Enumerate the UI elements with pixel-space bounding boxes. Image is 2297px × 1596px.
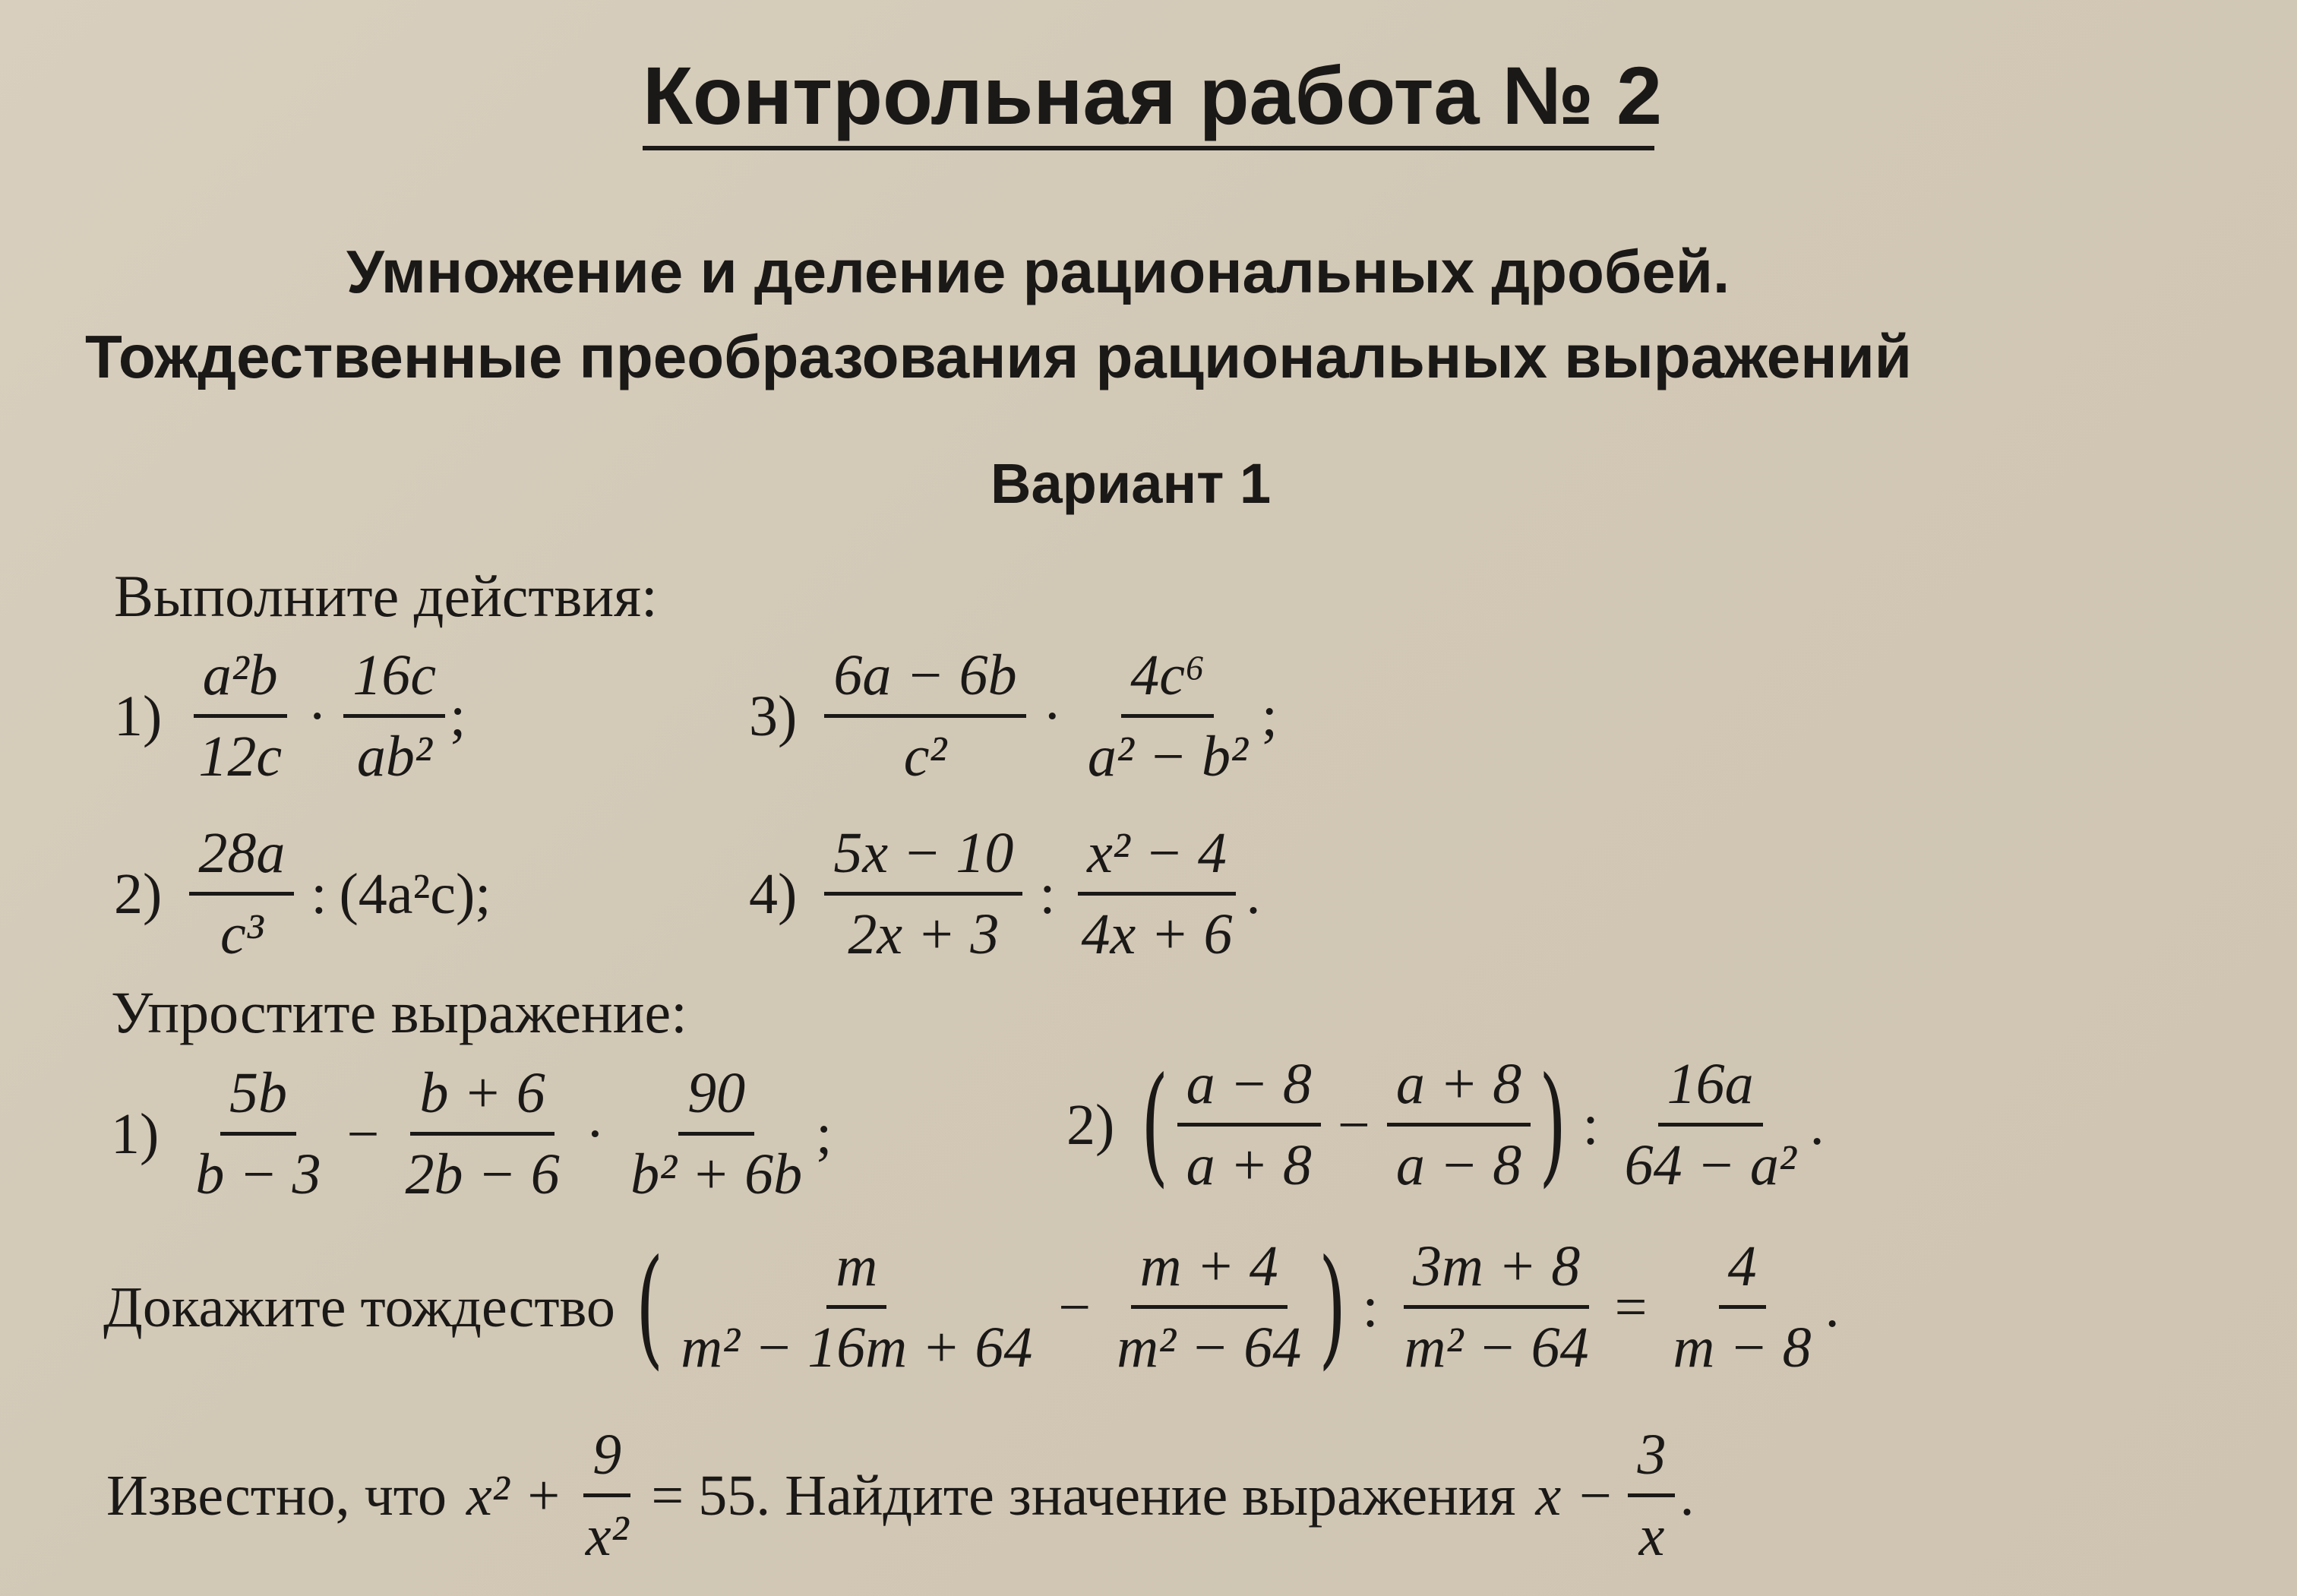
fraction	[577, 1425, 638, 1567]
task4-lead-text: Известно, что	[106, 1464, 447, 1528]
fraction	[189, 643, 291, 789]
denominator: m² − 64	[1117, 1315, 1302, 1380]
operator: −	[1058, 1275, 1092, 1340]
fraction	[1107, 1234, 1310, 1380]
punctuation: ;	[450, 684, 466, 749]
task2-item-2	[1066, 1050, 1825, 1201]
punctuation: .	[1246, 862, 1261, 927]
task1-item-2	[114, 823, 491, 966]
fraction	[343, 643, 445, 789]
fraction	[671, 1234, 1041, 1380]
numerator: 5b	[220, 1063, 296, 1136]
variant-label: Вариант 1	[991, 452, 1272, 515]
numerator: 3m + 8	[1404, 1237, 1589, 1309]
operator: −	[1337, 1093, 1370, 1158]
denominator: m − 8	[1673, 1315, 1812, 1380]
operator: −	[346, 1102, 380, 1167]
operator: :	[1362, 1275, 1379, 1340]
fraction	[1177, 1054, 1321, 1196]
denominator: b − 3	[195, 1142, 321, 1206]
task1-item-4	[749, 823, 1261, 966]
numerator: 16c	[343, 646, 445, 718]
denominator: c²	[903, 724, 947, 789]
denominator: x²	[585, 1503, 629, 1568]
subtitle-line-1: Умножение и деление рациональных дробей.	[346, 238, 1730, 305]
expression-tail: (4a²c);	[339, 862, 491, 927]
numerator: 90	[678, 1063, 754, 1136]
right-parenthesis: )	[1539, 1050, 1567, 1201]
numerator: a + 8	[1387, 1054, 1531, 1127]
numerator: m + 4	[1131, 1237, 1288, 1309]
denominator: ab²	[356, 724, 432, 789]
denominator: a + 8	[1186, 1133, 1312, 1197]
punctuation: .	[1825, 1275, 1840, 1340]
punctuation: ;	[816, 1102, 833, 1167]
fraction	[189, 823, 294, 966]
denominator: c³	[220, 902, 264, 966]
left-parenthesis: (	[1141, 1050, 1169, 1201]
denominator: b² + 6b	[630, 1142, 803, 1206]
numerator: a²b	[194, 646, 287, 718]
task4-problem	[106, 1425, 1694, 1567]
title-underline	[643, 146, 1654, 150]
fraction	[1079, 643, 1257, 789]
fraction	[824, 643, 1025, 789]
right-parenthesis: )	[1319, 1232, 1347, 1383]
task1-item-3	[749, 643, 1278, 789]
item-number: 2)	[1066, 1093, 1115, 1158]
fraction	[621, 1063, 811, 1206]
operator: ·	[308, 684, 327, 749]
numerator: 6a − 6b	[824, 646, 1025, 718]
denominator: 2x + 3	[848, 902, 1000, 966]
punctuation: .	[1679, 1464, 1695, 1528]
expression-part: x² +	[466, 1464, 563, 1528]
fraction	[396, 1063, 568, 1206]
numerator: x² − 4	[1078, 823, 1236, 896]
task2-item-1	[111, 1063, 832, 1206]
denominator: m² − 64	[1404, 1315, 1589, 1380]
numerator: b + 6	[410, 1063, 554, 1136]
task3-identity	[103, 1232, 1840, 1383]
task3-lead-text: Докажите тождество	[103, 1275, 615, 1340]
numerator: 4c⁶	[1121, 646, 1214, 718]
fraction	[1628, 1425, 1675, 1567]
numerator: 9	[583, 1425, 630, 1497]
operator: ·	[1042, 684, 1062, 749]
operator: ·	[585, 1102, 605, 1167]
numerator: 16a	[1658, 1054, 1763, 1127]
expression-part: x −	[1535, 1464, 1615, 1528]
equals-sign: =	[1614, 1275, 1648, 1340]
item-number: 2)	[114, 862, 163, 927]
task4-middle-text: = 55. Найдите значение выражения	[651, 1464, 1516, 1528]
item-number: 3)	[749, 684, 798, 749]
subtitle-line-2: Тождественные преобразования рациональных выражений	[85, 323, 1912, 390]
denominator: a² − b²	[1087, 724, 1248, 789]
fraction	[1616, 1054, 1806, 1196]
numerator: 4	[1719, 1237, 1766, 1309]
fraction	[1387, 1054, 1531, 1196]
fraction	[1395, 1234, 1598, 1380]
fraction	[186, 1063, 330, 1206]
operator: :	[1039, 862, 1056, 927]
denominator: x	[1638, 1503, 1665, 1568]
denominator: 64 − a²	[1624, 1133, 1796, 1197]
numerator: a − 8	[1177, 1054, 1321, 1127]
punctuation: ;	[1261, 684, 1278, 749]
fraction	[1664, 1234, 1821, 1380]
task2-heading: Упростите выражение:	[111, 979, 687, 1045]
denominator: 4x + 6	[1081, 902, 1233, 966]
numerator: 3	[1628, 1425, 1675, 1497]
denominator: 2b − 6	[405, 1142, 560, 1206]
task1-item-1	[114, 643, 466, 789]
fraction	[1072, 823, 1241, 966]
numerator: 5x − 10	[824, 823, 1022, 896]
left-parenthesis: (	[635, 1232, 664, 1383]
operator: :	[311, 862, 327, 927]
numerator: m	[826, 1237, 886, 1309]
item-number: 1)	[111, 1102, 160, 1167]
fraction	[824, 823, 1022, 966]
item-number: 1)	[114, 684, 163, 749]
denominator: a − 8	[1395, 1133, 1522, 1197]
page-title: Контрольная работа № 2	[643, 49, 1663, 141]
operator: :	[1582, 1093, 1599, 1158]
item-number: 4)	[749, 862, 798, 927]
punctuation: .	[1809, 1093, 1825, 1158]
numerator: 28a	[189, 823, 294, 896]
denominator: m² − 16m + 64	[681, 1315, 1033, 1380]
task1-heading: Выполните действия:	[114, 563, 658, 629]
denominator: 12c	[198, 724, 283, 789]
